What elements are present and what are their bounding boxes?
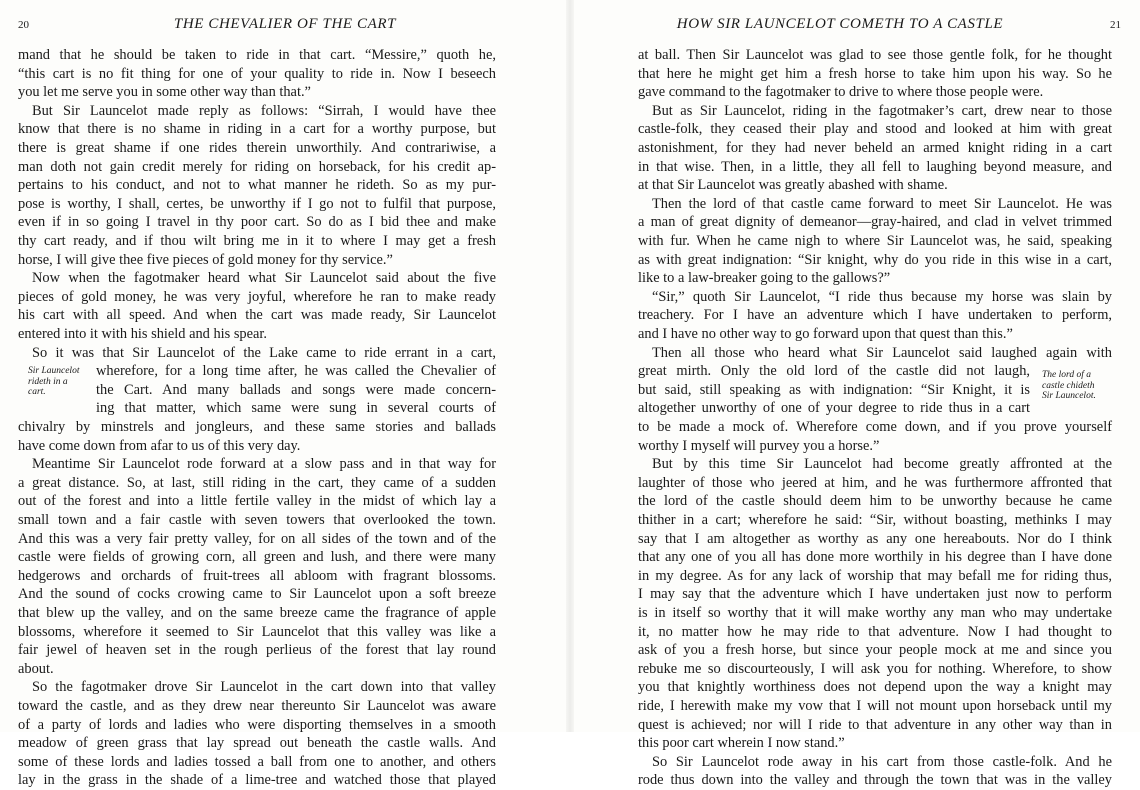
text-line: So the fagotmaker drove Sir Launcelot in the cart down into that valley bbox=[32, 679, 496, 696]
page-number: 20 bbox=[18, 19, 29, 31]
text-line: hedgerows and orchards of fruit-trees all abloom with fragrant blossoms. bbox=[18, 567, 496, 584]
text-line: out of the forest and into a little fertile valley in the midst of which lay a bbox=[18, 493, 496, 510]
text-line: small town and a fair castle with seven towers that overlooked the town. bbox=[18, 511, 496, 528]
text-line: of a party of lords and ladies who were disporting themselves in a smooth bbox=[18, 716, 496, 733]
text-line: ask of you a fresh horse, but since your people mock at me and since you bbox=[638, 642, 1112, 659]
text-line: to be made a mock of. Wherefore come down, and if you prove yourself bbox=[638, 419, 1112, 435]
text-line: And the sound of cocks crowing came to Sir Launcelot upon a soft breeze bbox=[18, 586, 496, 603]
text-line: And this was a very fair pretty valley, for on all sides of the town and of the bbox=[18, 530, 496, 547]
running-head: HOW SIR LAUNCELOT COMETH TO A CASTLE bbox=[676, 16, 1004, 32]
text-line: mand that he should be taken to ride in that cart. “Messire,” quoth he, bbox=[18, 47, 496, 63]
text-line: So it was that Sir Launcelot of the Lake came to ride errant in a cart, bbox=[32, 344, 496, 361]
text-line: meadow of green grass that lay spread out beneath the castle walls. And bbox=[18, 735, 496, 752]
text-line: chivalry by minstrels and jongleurs, and these same stories and ballads bbox=[18, 419, 496, 435]
text-line: some of these lords and ladies tossed a ball from one to another, and others bbox=[18, 753, 496, 770]
text-line: at ball. Then Sir Launcelot was glad to see those gentle folk, for he thought bbox=[638, 47, 1112, 63]
text-line: thither in a cart; wherefore he said: “Sir, without boasting, methinks I may bbox=[638, 511, 1112, 528]
text-line: So Sir Launcelot rode away in his cart from those castle-folk. And he bbox=[652, 753, 1112, 770]
text-line: Now when the fagotmaker heard what Sir Launcelot said about the five bbox=[32, 270, 496, 287]
text-line: horse, I will give thee five pieces of gold money for thy service.” bbox=[18, 251, 393, 268]
text-line: worthy I myself will purvey you a horse.” bbox=[638, 437, 880, 454]
marginal-note-line: Sir Launcelot. bbox=[1042, 391, 1096, 402]
text-line: that blew up the valley, and on the same breeze came the fragrance of apple bbox=[18, 604, 496, 621]
text-line: gave command to the fagotmaker to drive to where those people were. bbox=[638, 84, 1044, 101]
text-line: like to a law-breaker going to the gallows?” bbox=[638, 270, 891, 287]
text-line: wherefore, for a long time after, he was called the Chevalier of bbox=[96, 363, 496, 380]
text-line: castle-folk, they ceased their play and stood and looked at him with great bbox=[638, 121, 1112, 138]
text-line: entered into it with his shield and his spear. bbox=[18, 325, 267, 342]
body-text-bottom bbox=[18, 418, 496, 790]
text-line: say that I am altogether as worthy as any one hereabouts. Nor do I think bbox=[638, 530, 1112, 547]
text-line: But as Sir Launcelot, riding in the fagotmaker’s cart, drew near to those bbox=[652, 102, 1112, 119]
text-line: there is great shame if one rides therein unworthily. And contrariwise, a bbox=[18, 139, 496, 156]
text-line: “this cart is no fit thing for one of your quality to ride in. Now I beseech bbox=[18, 65, 496, 82]
text-line: about. bbox=[18, 660, 54, 677]
text-line: altogether unworthy of one of your degree to ride thus in a cart bbox=[638, 400, 1030, 417]
text-line: rode thus down into the valley and through the town that was in the valley bbox=[638, 772, 1112, 789]
text-line: that any one of you all has done more worthily in his degree than I have done bbox=[638, 549, 1112, 566]
text-line: fair jewel of heaven set in the rough perlieus of the forest that lay round bbox=[18, 642, 496, 659]
text-line: even if in so going I travel in thy poor cart. So do as I bid thee and make bbox=[18, 214, 496, 231]
marginal-note-line: cart. bbox=[28, 387, 46, 398]
text-line: this poor cart wherein I now stand.” bbox=[638, 735, 845, 752]
marginal-note bbox=[28, 366, 94, 398]
running-head: THE CHEVALIER OF THE CART bbox=[173, 16, 397, 32]
text-line: a great distance. So, at last, still riding in the cart, they came of a sudden bbox=[18, 474, 496, 491]
text-line: pertains to his conduct, and not to what manner he rideth. So as my pur- bbox=[18, 177, 496, 194]
text-line: as with great indignation: “Sir knight, why do you ride in this wise in a cart, bbox=[638, 251, 1112, 268]
text-line: pose is worthy, I shall, certes, be unworthy if I go not to fulfil that purpose, bbox=[18, 195, 496, 212]
text-line: in that wise. Then, in a little, they all fell to laughing beyond measure, and bbox=[638, 158, 1112, 175]
text-line: you let me serve you in some other way than that.” bbox=[18, 84, 311, 101]
text-line: Then the lord of that castle came forward to meet Sir Launcelot. He was bbox=[652, 195, 1112, 212]
text-line: treachery. For I have an adventure which I have undertaken to perform, bbox=[638, 307, 1112, 324]
text-line: with fur. When he came nigh to where Sir Launcelot was, he said, speaking bbox=[638, 232, 1112, 249]
text-line: ride, I herewith make my vow that I will not mount upon horseback until my bbox=[638, 697, 1112, 714]
page-number: 21 bbox=[1110, 19, 1121, 31]
text-line: “Sir,” quoth Sir Launcelot, “I ride thus because my horse was slain by bbox=[652, 288, 1112, 305]
text-line: castle were fields of growing corn, all green and lush, and there were many bbox=[18, 549, 496, 566]
text-line: the Cart. And many ballads and songs were made concern- bbox=[96, 381, 496, 398]
marginal-note-line: rideth in a bbox=[28, 376, 68, 387]
body-text-indented bbox=[638, 362, 1030, 418]
body-text-top bbox=[638, 46, 1112, 362]
right-page bbox=[570, 0, 1140, 789]
body-text-top bbox=[18, 46, 496, 362]
text-line: in my degree. As for any lack of worship that may befall me for riding thus, bbox=[638, 567, 1112, 584]
text-line: great mirth. Only the old lord of the castle did not laugh, bbox=[638, 363, 1030, 380]
left-page bbox=[0, 0, 570, 789]
text-line: I may say that the adventure which I have undertaken just now to perform bbox=[638, 586, 1112, 603]
text-line: quest is achieved; nor will I ride to that adventure in any other way than in bbox=[638, 716, 1112, 733]
text-line: you that knightly worthiness does not depend upon the way a knight may bbox=[638, 679, 1112, 696]
text-line: know that there is no shame in riding in a cart for a worthy purpose, but bbox=[18, 121, 496, 138]
text-line: pieces of gold money, he was very joyful, wherefore he ran to make ready bbox=[18, 288, 496, 305]
text-line: rebuke me so discourteously, I will ask you for nothing. Wherefore, to show bbox=[638, 660, 1112, 677]
text-line: astonishment, for they had never beheld an armed knight riding in a cart bbox=[638, 139, 1112, 156]
text-line: Then all those who heard what Sir Launcelot said laughed again with bbox=[652, 344, 1112, 361]
text-line: at that Sir Launcelot was greatly abashed with shame. bbox=[638, 177, 948, 194]
text-line: But by this time Sir Launcelot had become greatly affronted at the bbox=[652, 456, 1112, 473]
text-line: laughter of those who jeered at him, and he was furthermore affronted that bbox=[638, 474, 1112, 491]
text-line: blossoms, wherefore it seemed to Sir Launcelot that this valley was like a bbox=[18, 623, 496, 640]
marginal-note-line: castle chideth bbox=[1042, 380, 1095, 391]
text-line: but said, still speaking as with indignation: “Sir Knight, it is bbox=[638, 381, 1030, 398]
text-line: a man of great dignity of demeanor—gray-haired, and clad in velvet trimmed bbox=[638, 214, 1112, 231]
text-line: Meantime Sir Launcelot rode forward at a slow pass and in that way for bbox=[32, 456, 496, 473]
text-line: lay in the grass in the shade of a lime-tree and watched those that played bbox=[18, 772, 496, 789]
text-line: ing that matter, which same were sung in several courts of bbox=[96, 400, 496, 417]
body-text-bottom bbox=[638, 418, 1112, 790]
marginal-note bbox=[1042, 370, 1114, 402]
text-line: thy cart ready, and if thou wilt bring me in it to where I may get a fresh bbox=[18, 232, 496, 249]
text-line: his cart with all speed. And when the cart was made ready, Sir Launcelot bbox=[18, 307, 496, 324]
text-line: have come down from afar to us of this very day. bbox=[18, 437, 301, 454]
text-line: is in itself so worthy that it will make worthy any man who may undertake bbox=[638, 604, 1112, 621]
text-line: it, no matter how he may ride to that adventure. Now I had thought to bbox=[638, 623, 1112, 640]
text-line: toward the castle, and as they drew near thereunto Sir Launcelot was aware bbox=[18, 697, 496, 714]
text-line: the lord of the castle should deem him to be unworthy because he came bbox=[638, 493, 1112, 510]
text-line: and I have no other way to go forward upon that quest than this.” bbox=[638, 325, 1013, 342]
body-text-indented bbox=[96, 362, 496, 418]
text-line: man doth not gain credit merely for riding on horseback, for his credit ap- bbox=[18, 158, 496, 175]
text-line: that here he might get him a fresh horse to take him upon his way. So he bbox=[638, 65, 1112, 82]
marginal-note-line: The lord of a bbox=[1042, 370, 1091, 381]
text-line: But Sir Launcelot made reply as follows: “Sirrah, I would have thee bbox=[32, 102, 496, 119]
marginal-note-line: Sir Launcelot bbox=[28, 366, 80, 377]
